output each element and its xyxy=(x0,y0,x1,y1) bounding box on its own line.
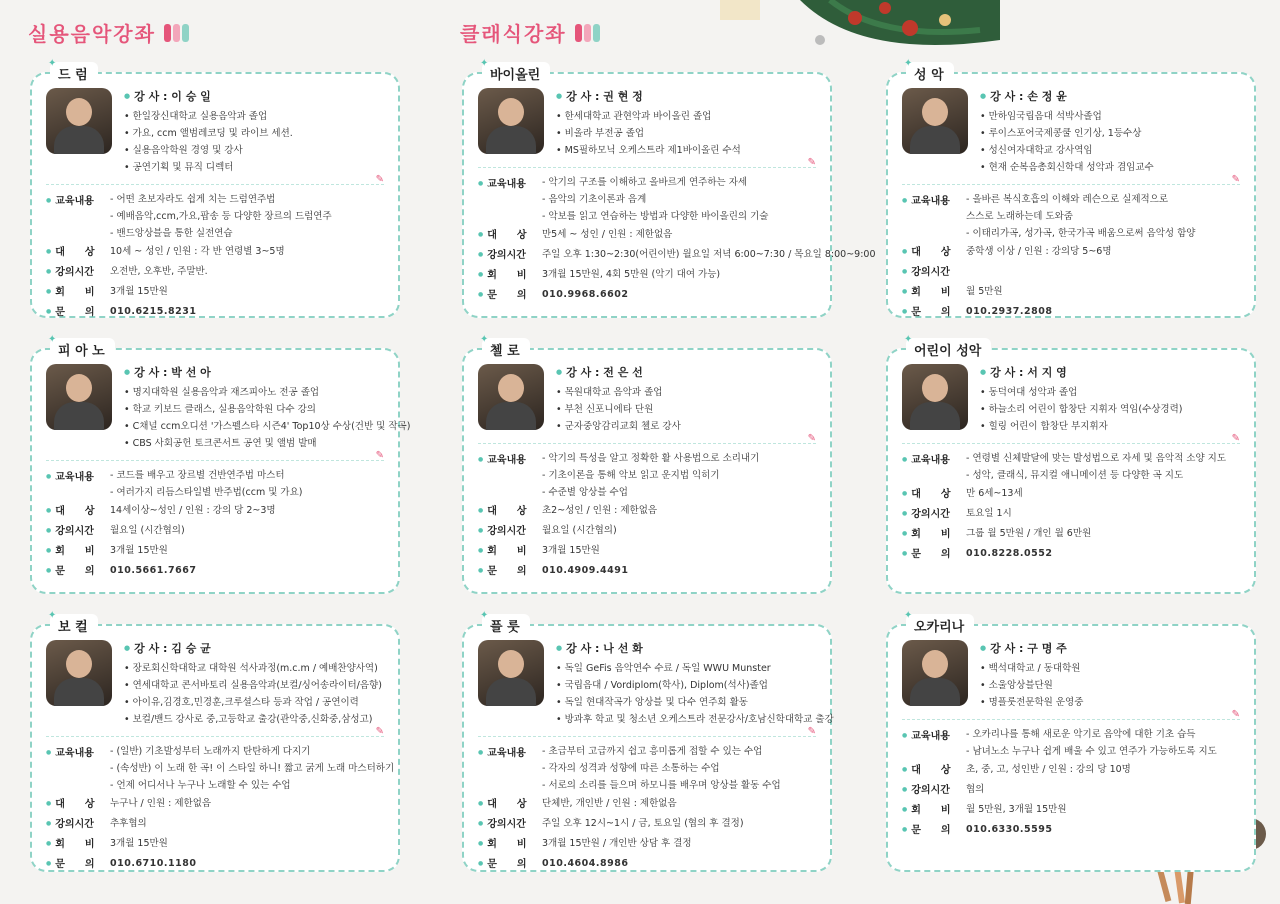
subject-name: 첼 로 xyxy=(490,344,520,359)
subject-tab xyxy=(904,610,974,637)
fee-row xyxy=(478,541,816,561)
fee-label: ● 회 비 xyxy=(46,282,110,302)
contact-label: ● 문 의 xyxy=(46,302,110,322)
schedule-row xyxy=(478,814,816,834)
target-label: ● 대 상 xyxy=(902,484,966,504)
contact-label: ● 문 의 xyxy=(902,820,966,840)
course-card xyxy=(462,334,832,594)
instructor-info xyxy=(124,640,382,728)
subject-name: 플 룻 xyxy=(490,620,520,635)
bio-item: • 국립음대 / Vordiplom(학사), Diplom(석사)졸업 xyxy=(556,677,834,694)
target-label: ● 대 상 xyxy=(478,225,542,245)
fee-label: ● 회 비 xyxy=(478,834,542,854)
pencil-icon: ✎ xyxy=(807,157,816,168)
target-row xyxy=(902,242,1240,262)
star-icon: ✦ xyxy=(48,58,57,69)
target-label: ● 대 상 xyxy=(902,760,966,780)
contact-value: 010.9968.6602 xyxy=(542,289,629,300)
instructor-photo xyxy=(902,640,968,706)
target-row xyxy=(46,794,384,814)
instructor-photo xyxy=(902,364,968,430)
bio-list xyxy=(556,108,741,159)
instructor-info xyxy=(980,640,1083,711)
bio-item: • 현재 순복음총회신학대 성악과 겸임교수 xyxy=(980,159,1154,176)
instructor-info xyxy=(556,364,681,435)
bio-item: • 방과후 학교 및 청소년 오케스트라 전문강사/호남신학대학교 출강 xyxy=(556,711,834,728)
bio-item: • 하늘소리 어린이 합창단 지휘자 역임(수상경력) xyxy=(980,401,1182,418)
instructor-photo xyxy=(46,364,112,430)
bio-item: • 백석대학교 / 동대학원 xyxy=(980,660,1083,677)
contact-row xyxy=(902,302,1240,322)
instructor-block xyxy=(478,364,816,435)
schedule-row xyxy=(46,814,384,834)
fee-label: ● 회 비 xyxy=(902,524,966,544)
star-icon: ✦ xyxy=(48,334,57,345)
fee-row xyxy=(478,265,816,285)
practical-section-title xyxy=(28,18,189,47)
course-card xyxy=(30,610,400,872)
content-value xyxy=(542,174,768,225)
fee-value: 3개월 15만원 xyxy=(110,286,168,297)
bio-item: • 만하임국립음대 석박사졸업 xyxy=(980,108,1154,125)
instructor-block xyxy=(46,88,384,176)
bio-list xyxy=(980,384,1182,435)
content-label: ● 교육내용 xyxy=(902,450,966,484)
instructor-name: ● 강 사 : 전 은 선 xyxy=(556,364,681,380)
target-row xyxy=(46,242,384,262)
contact-label: ● 문 의 xyxy=(46,561,110,581)
instructor-photo xyxy=(478,364,544,430)
pencil-icon: ✎ xyxy=(1231,433,1240,444)
content-line: - 언제 어디서나 누구나 노래할 수 있는 수업 xyxy=(110,780,291,791)
fee-value: 3개월 15만원 xyxy=(542,545,600,556)
bio-list xyxy=(556,660,834,728)
instructor-info xyxy=(980,364,1182,435)
bio-item: • 연세대학교 콘서바토리 실용음악과(보컬/싱어송라이터/음향) xyxy=(124,677,382,694)
bio-item: • 독일 GeFis 음악연수 수료 / 독일 WWU Munster xyxy=(556,660,834,677)
instructor-photo xyxy=(478,640,544,706)
contact-label: ● 문 의 xyxy=(478,285,542,305)
subject-tab xyxy=(48,334,115,361)
schedule-row xyxy=(902,504,1240,524)
content-label: ● 교육내용 xyxy=(46,467,110,501)
schedule-value: 주일 오후 1:30~2:30(어린이반) 월요일 저녁 6:00~7:30 / 목요일 8:00~9:00 xyxy=(542,249,876,260)
instructor-info xyxy=(124,88,293,176)
contact-row xyxy=(46,854,384,874)
instructor-info xyxy=(556,640,834,728)
instructor-photo xyxy=(478,88,544,154)
content-value xyxy=(966,191,1195,242)
schedule-label: ● 강의시간 xyxy=(478,245,542,265)
schedule-label: ● 강의시간 xyxy=(46,521,110,541)
content-line: - 예배음악,ccm,가요,팝송 등 다양한 장르의 드럼연주 xyxy=(110,211,332,222)
instructor-photo xyxy=(902,88,968,154)
contact-row xyxy=(46,561,384,581)
contact-value: 010.4604.8986 xyxy=(542,858,629,869)
contact-row xyxy=(902,544,1240,564)
target-row xyxy=(902,484,1240,504)
content-line: - 악기의 특성을 알고 정확한 활 사용법으로 소리내기 xyxy=(542,453,760,464)
instructor-name: ● 강 사 : 김 승 균 xyxy=(124,640,382,656)
subject-name: 드 럼 xyxy=(58,68,88,83)
divider xyxy=(478,157,816,168)
schedule-value: 추후협의 xyxy=(110,818,147,829)
content-label: ● 교육내용 xyxy=(902,726,966,760)
target-value: 초, 중, 고, 성인반 / 인원 : 강의 당 10명 xyxy=(966,764,1131,775)
content-line: - 악보를 읽고 연습하는 방법과 다양한 바이올린의 기술 xyxy=(542,211,769,222)
schedule-row xyxy=(902,780,1240,800)
content-line: 스스로 노래하는데 도와줌 xyxy=(966,211,1073,222)
schedule-label: ● 강의시간 xyxy=(478,814,542,834)
target-value: 14세이상~성인 / 인원 : 강의 당 2~3명 xyxy=(110,505,276,516)
fee-row xyxy=(46,541,384,561)
fee-row xyxy=(46,282,384,302)
contact-label: ● 문 의 xyxy=(46,854,110,874)
target-row xyxy=(46,501,384,521)
contact-value: 010.6215.8231 xyxy=(110,306,197,317)
content-line: - 남녀노소 누구나 쉽게 배울 수 있고 연주가 가능하도록 지도 xyxy=(966,746,1217,757)
instructor-photo xyxy=(46,640,112,706)
fee-label: ● 회 비 xyxy=(902,282,966,302)
divider xyxy=(478,433,816,444)
pencil-icon: ✎ xyxy=(375,726,384,737)
content-line: - 이태리가곡, 성가곡, 한국가곡 배움으로써 음악성 함양 xyxy=(966,228,1196,239)
bio-item: • 목원대학교 음악과 졸업 xyxy=(556,384,681,401)
schedule-label: ● 강의시간 xyxy=(902,780,966,800)
instructor-block xyxy=(902,640,1240,711)
target-row xyxy=(902,760,1240,780)
course-card xyxy=(886,610,1256,872)
subject-tab xyxy=(904,58,954,85)
contact-row xyxy=(478,854,816,874)
divider xyxy=(902,174,1240,185)
course-card xyxy=(30,58,400,318)
divider xyxy=(902,709,1240,720)
instructor-block xyxy=(902,88,1240,176)
subject-tab xyxy=(48,610,98,637)
content-row xyxy=(902,191,1240,242)
star-icon: ✦ xyxy=(480,58,489,69)
contact-value: 010.2937.2808 xyxy=(966,306,1053,317)
schedule-value: 협의 xyxy=(966,784,985,795)
fee-value: 월 5만원, 3개월 15만원 xyxy=(966,804,1067,815)
bio-item: • MS필하모닉 오케스트라 제1바이올린 수석 xyxy=(556,142,741,159)
target-label: ● 대 상 xyxy=(46,242,110,262)
contact-label: ● 문 의 xyxy=(478,561,542,581)
star-icon: ✦ xyxy=(904,610,913,621)
bio-item: • 비올라 부전공 졸업 xyxy=(556,125,741,142)
subject-tab xyxy=(480,58,550,85)
bio-item: • 루이스포어국제콩쿨 인기상, 1등수상 xyxy=(980,125,1154,142)
bio-item: • 한세대학교 관현악과 바이올린 졸업 xyxy=(556,108,741,125)
content-line: - (속성반) 이 노래 한 곡! 이 스타일 하니! 짧고 굵게 노래 마스터하기 xyxy=(110,763,395,774)
instructor-block xyxy=(46,364,411,452)
content-value xyxy=(110,191,332,242)
instructor-name: ● 강 사 : 서 지 영 xyxy=(980,364,1182,380)
fee-row xyxy=(902,282,1240,302)
schedule-value: 월요일 (시간협의) xyxy=(542,525,617,536)
target-value: 10세 ~ 성인 / 인원 : 각 반 연령별 3~5명 xyxy=(110,246,285,257)
bio-item: • 부천 신포니에타 단원 xyxy=(556,401,681,418)
subject-tab xyxy=(480,610,530,637)
target-label: ● 대 상 xyxy=(902,242,966,262)
contact-value: 010.6710.1180 xyxy=(110,858,197,869)
subject-name: 보 컬 xyxy=(58,620,88,635)
content-row xyxy=(478,450,816,501)
schedule-label: ● 강의시간 xyxy=(46,262,110,282)
content-line: - 밴드앙상블을 통한 실전연습 xyxy=(110,228,233,239)
content-line: - 연령별 신체발달에 맞는 발성법으로 자세 및 음악적 소양 지도 xyxy=(966,453,1227,464)
contact-row xyxy=(478,561,816,581)
content-label: ● 교육내용 xyxy=(46,743,110,794)
bio-item: • 군자중앙감리교회 첼로 강사 xyxy=(556,418,681,435)
content-label: ● 교육내용 xyxy=(46,191,110,242)
contact-label: ● 문 의 xyxy=(902,302,966,322)
schedule-value: 월요일 (시간협의) xyxy=(110,525,185,536)
target-row xyxy=(478,225,816,245)
divider xyxy=(46,726,384,737)
bio-item: • C채널 ccm오디션 '가스펠스타 시즌4' Top10상 수상(건반 및 작곡) xyxy=(124,418,410,435)
schedule-label: ● 강의시간 xyxy=(46,814,110,834)
fee-value: 그룹 월 5만원 / 개인 월 6만원 xyxy=(966,528,1092,539)
divider xyxy=(46,174,384,185)
contact-value: 010.8228.0552 xyxy=(966,548,1053,559)
subject-name: 어린이 성악 xyxy=(914,344,982,359)
content-value xyxy=(966,726,1217,760)
instructor-info xyxy=(980,88,1154,176)
target-label: ● 대 상 xyxy=(46,501,110,521)
target-label: ● 대 상 xyxy=(478,794,542,814)
content-label: ● 교육내용 xyxy=(902,191,966,242)
course-card xyxy=(886,334,1256,594)
bio-list xyxy=(124,108,293,176)
contact-label: ● 문 의 xyxy=(478,854,542,874)
star-icon: ✦ xyxy=(480,334,489,345)
instructor-name: ● 강 사 : 권 현 정 xyxy=(556,88,741,104)
content-line: - 여러가지 리듬스타일별 반주법(ccm 및 가요) xyxy=(110,487,303,498)
target-value: 초2~성인 / 인원 : 제한없음 xyxy=(542,505,658,516)
instructor-block xyxy=(478,88,816,159)
fee-row xyxy=(902,524,1240,544)
bio-item: • 명플룻전문학원 운영중 xyxy=(980,694,1083,711)
content-row xyxy=(478,174,816,225)
bio-item: • 한일장신대학교 실용음악과 졸업 xyxy=(124,108,293,125)
content-line: - (일반) 기초발성부터 노래까지 탄탄하게 다지기 xyxy=(110,746,311,757)
content-row xyxy=(46,743,395,794)
instructor-info xyxy=(556,88,741,159)
target-label: ● 대 상 xyxy=(46,794,110,814)
schedule-row xyxy=(478,521,816,541)
content-value xyxy=(966,450,1226,484)
schedule-row xyxy=(478,245,876,265)
bio-item: • 소울앙상블단원 xyxy=(980,677,1083,694)
fee-value: 3개월 15만원, 4회 5만원 (악기 대여 가능) xyxy=(542,269,721,280)
fee-row xyxy=(478,834,816,854)
content-line: - 음악의 기초이론과 음계 xyxy=(542,194,647,205)
schedule-label: ● 강의시간 xyxy=(902,504,966,524)
course-card xyxy=(30,334,411,594)
classic-section-title xyxy=(460,18,600,47)
content-line: - 기초이론을 통해 악보 읽고 운지법 익히기 xyxy=(542,470,720,481)
target-value: 중학생 이상 / 인원 : 강의당 5~6명 xyxy=(966,246,1112,257)
content-value xyxy=(542,743,781,794)
fee-row xyxy=(902,800,1240,820)
bio-item: • 동덕여대 성악과 졸업 xyxy=(980,384,1182,401)
schedule-row xyxy=(902,262,1240,282)
contact-row xyxy=(46,302,384,322)
practical-title-text: 실용음악강좌 xyxy=(28,22,156,46)
contact-value: 010.5661.7667 xyxy=(110,565,197,576)
content-line: - 어떤 초보자라도 쉽게 치는 드럼연주법 xyxy=(110,194,276,205)
content-line: - 오카리나를 통해 새로운 악기로 음악에 대한 기초 습득 xyxy=(966,729,1196,740)
star-icon: ✦ xyxy=(480,610,489,621)
subject-name: 성 악 xyxy=(914,68,944,83)
pencil-icon: ✎ xyxy=(807,726,816,737)
instructor-name: ● 강 사 : 박 선 아 xyxy=(124,364,410,380)
fee-value: 3개월 15만원 / 개인반 상담 후 결정 xyxy=(542,838,692,849)
target-value: 만 6세~13세 xyxy=(966,488,1023,499)
star-icon: ✦ xyxy=(904,334,913,345)
bio-item: • 가요, ccm 앨범레코딩 및 라이브 세션. xyxy=(124,125,293,142)
bio-list xyxy=(556,384,681,435)
content-value xyxy=(110,743,394,794)
content-label: ● 교육내용 xyxy=(478,743,542,794)
schedule-value: 주일 오후 12시~1시 / 금, 토요일 (협의 후 결정) xyxy=(542,818,744,829)
contact-value: 010.6330.5595 xyxy=(966,824,1053,835)
subject-name: 피 아 노 xyxy=(58,344,105,359)
pencil-icon: ✎ xyxy=(1231,709,1240,720)
subject-name: 바이올린 xyxy=(490,68,541,83)
content-row xyxy=(902,726,1240,760)
pencil-icon: ✎ xyxy=(375,174,384,185)
pencil-icon: ✎ xyxy=(807,433,816,444)
instructor-name: ● 강 사 : 구 명 주 xyxy=(980,640,1083,656)
bio-item: • 보컬/밴드 강사로 중,고등학교 출강(관악중,신화중,삼성고) xyxy=(124,711,382,728)
content-line: - 서로의 소리를 들으며 하모니를 배우며 앙상블 활동 수업 xyxy=(542,780,781,791)
course-card xyxy=(462,58,876,318)
subject-tab xyxy=(48,58,98,85)
bio-item: • 실용음악학원 경영 및 강사 xyxy=(124,142,293,159)
target-row xyxy=(478,501,816,521)
christmas-decoration-icon xyxy=(680,0,1000,70)
schedule-row xyxy=(46,521,384,541)
bio-item: • 아이유,김경호,민경훈,크루셜스타 등과 작업 / 공연이력 xyxy=(124,694,382,711)
bio-item: • 학교 키보드 클래스, 실용음악학원 다수 강의 xyxy=(124,401,410,418)
bio-item: • CBS 사회공헌 토크콘서트 공연 및 앨범 발매 xyxy=(124,435,410,452)
fee-label: ● 회 비 xyxy=(46,834,110,854)
divider xyxy=(478,726,816,737)
target-row xyxy=(478,794,816,814)
content-row xyxy=(902,450,1240,484)
fee-value: 3개월 15만원 xyxy=(110,545,168,556)
star-icon: ✦ xyxy=(904,58,913,69)
contact-row xyxy=(902,820,1240,840)
classic-title-text: 클래식강좌 xyxy=(460,22,567,46)
bio-list xyxy=(980,108,1154,176)
schedule-label: ● 강의시간 xyxy=(478,521,542,541)
pencil-icon: ✎ xyxy=(1231,174,1240,185)
bio-item: • 장로회신학대학교 대학원 석사과정(m.c.m / 예배찬양사역) xyxy=(124,660,382,677)
course-card xyxy=(462,610,834,872)
bio-item: • 명지대학원 실용음악과 재즈피아노 전공 졸업 xyxy=(124,384,410,401)
schedule-row xyxy=(46,262,384,282)
schedule-value: 토요일 1시 xyxy=(966,508,1012,519)
subject-name: 오카리나 xyxy=(914,620,965,635)
content-line: - 성악, 클래식, 뮤지컬 애니메이션 등 다양한 곡 지도 xyxy=(966,470,1184,481)
content-line: - 코드를 배우고 장르별 건반연주법 마스터 xyxy=(110,470,285,481)
divider xyxy=(46,450,384,461)
content-value xyxy=(110,467,302,501)
content-line: - 올바른 복식호흡의 이해와 레슨으로 실제적으로 xyxy=(966,194,1169,205)
subject-tab xyxy=(904,334,991,361)
content-value xyxy=(542,450,759,501)
star-icon: ✦ xyxy=(48,610,57,621)
instructor-name: ● 강 사 : 이 승 일 xyxy=(124,88,293,104)
fee-label: ● 회 비 xyxy=(46,541,110,561)
target-value: 누구나 / 인원 : 제한없음 xyxy=(110,798,212,809)
course-card xyxy=(886,58,1256,318)
divider xyxy=(902,433,1240,444)
target-label: ● 대 상 xyxy=(478,501,542,521)
instructor-info xyxy=(124,364,410,452)
instructor-name: ● 강 사 : 손 정 윤 xyxy=(980,88,1154,104)
pencil-icon: ✎ xyxy=(375,450,384,461)
content-label: ● 교육내용 xyxy=(478,450,542,501)
instructor-photo xyxy=(46,88,112,154)
content-line: - 각자의 성격과 성향에 따른 소통하는 수업 xyxy=(542,763,720,774)
content-row xyxy=(478,743,816,794)
bio-list xyxy=(124,660,382,728)
fee-row xyxy=(46,834,384,854)
subject-tab xyxy=(480,334,530,361)
pencil-icon xyxy=(164,24,189,42)
content-line: - 악기의 구조를 이해하고 올바르게 연주하는 자세 xyxy=(542,177,748,188)
fee-value: 월 5만원 xyxy=(966,286,1003,297)
schedule-value: 오전반, 오후반, 주말반. xyxy=(110,266,208,277)
instructor-block xyxy=(478,640,834,728)
fee-value: 3개월 15만원 xyxy=(110,838,168,849)
content-row xyxy=(46,467,384,501)
instructor-block xyxy=(46,640,384,728)
bio-list xyxy=(980,660,1083,711)
bio-item: • 힐링 어린이 합창단 부지휘자 xyxy=(980,418,1182,435)
fee-label: ● 회 비 xyxy=(478,541,542,561)
bio-item: • 성신여자대학교 강사역임 xyxy=(980,142,1154,159)
schedule-label: ● 강의시간 xyxy=(902,262,966,282)
pencil-icon xyxy=(575,24,600,42)
content-line: - 수준별 앙상블 수업 xyxy=(542,487,628,498)
contact-value: 010.4909.4491 xyxy=(542,565,629,576)
contact-row xyxy=(478,285,816,305)
content-line: - 초급부터 고급까지 쉽고 흥미롭게 접할 수 있는 수업 xyxy=(542,746,763,757)
target-value: 만5세 ~ 성인 / 인원 : 제한없음 xyxy=(542,229,673,240)
bio-item: • 공연기획 및 뮤직 디렉터 xyxy=(124,159,293,176)
content-row xyxy=(46,191,384,242)
bio-list xyxy=(124,384,410,452)
content-label: ● 교육내용 xyxy=(478,174,542,225)
fee-label: ● 회 비 xyxy=(902,800,966,820)
bio-item: • 독일 현대작곡가 앙상블 및 다수 연주회 활동 xyxy=(556,694,834,711)
contact-label: ● 문 의 xyxy=(902,544,966,564)
target-value: 단체반, 개인반 / 인원 : 제한없음 xyxy=(542,798,677,809)
fee-label: ● 회 비 xyxy=(478,265,542,285)
instructor-block xyxy=(902,364,1240,435)
instructor-name: ● 강 사 : 나 선 화 xyxy=(556,640,834,656)
